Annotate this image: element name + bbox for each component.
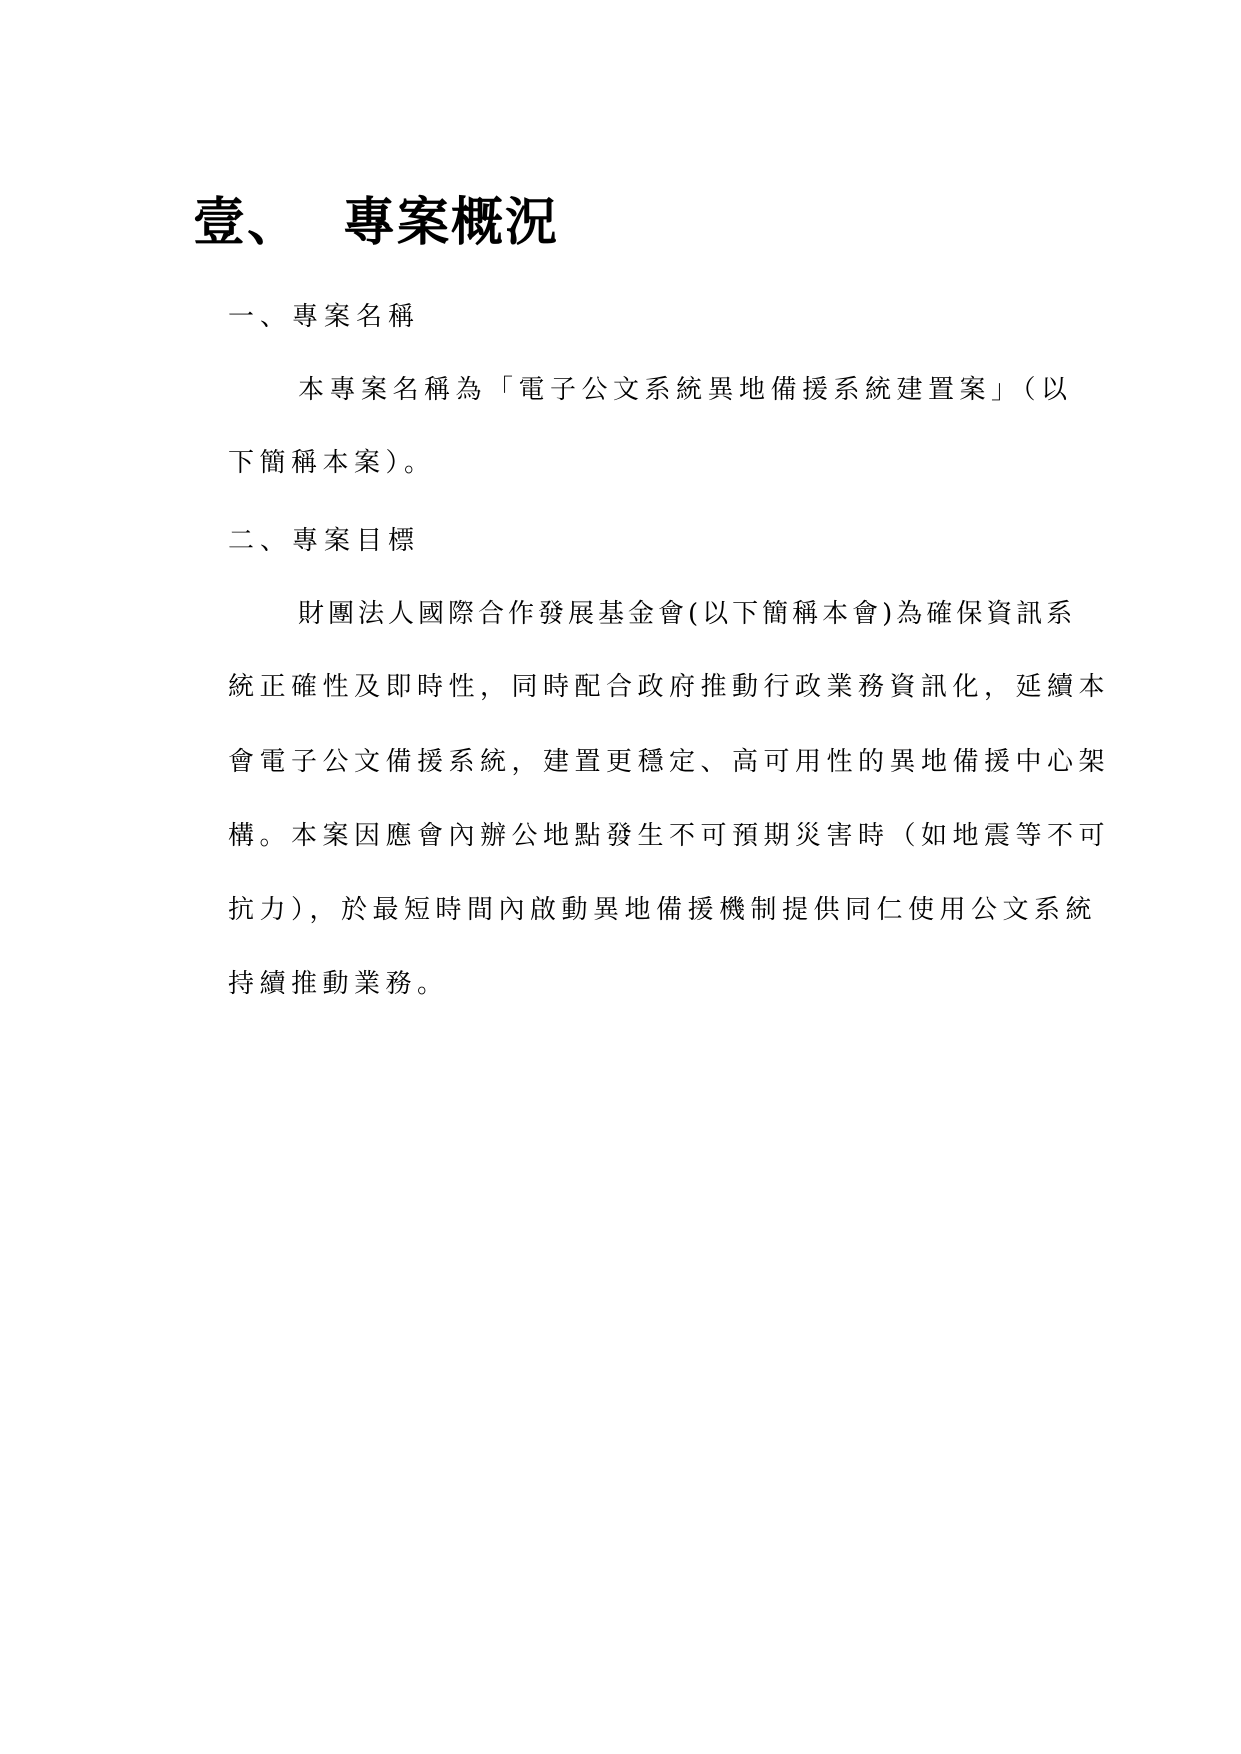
paragraph-line: 會電子公文備援系統，建置更穩定、高可用性的異地備援中心架 bbox=[228, 747, 1111, 777]
paragraph-line: 統正確性及即時性，同時配合政府推動行政業務資訊化，延續本 bbox=[228, 672, 1111, 702]
section-heading-project-name bbox=[228, 300, 420, 334]
section-title: 專案名稱 bbox=[292, 302, 421, 332]
chapter-number: 壹、 bbox=[193, 192, 302, 253]
paragraph-line: 下簡稱本案）。 bbox=[228, 448, 436, 478]
paragraph-line: 構。本案因應會內辦公地點發生不可預期災害時（如地震等不可 bbox=[228, 821, 1111, 851]
section-number: 一、 bbox=[228, 302, 293, 332]
paragraph-line: 財團法人國際合作發展基金會(以下簡稱本會)為確保資訊系 bbox=[298, 599, 1077, 629]
paragraph-line: 抗力），於最短時間內啟動異地備援機制提供同仁使用公文系統 bbox=[228, 895, 1098, 925]
section-title: 專案目標 bbox=[292, 526, 421, 556]
chapter-title-text: 專案概況 bbox=[343, 192, 560, 253]
paragraph-line: 持續推動業務。 bbox=[228, 969, 449, 999]
section-heading-project-goal bbox=[228, 524, 420, 558]
section-number: 二、 bbox=[228, 526, 293, 556]
chapter-title bbox=[193, 193, 559, 253]
paragraph-line: 本專案名稱為「電子公文系統異地備援系統建置案」（以 bbox=[298, 375, 1073, 405]
